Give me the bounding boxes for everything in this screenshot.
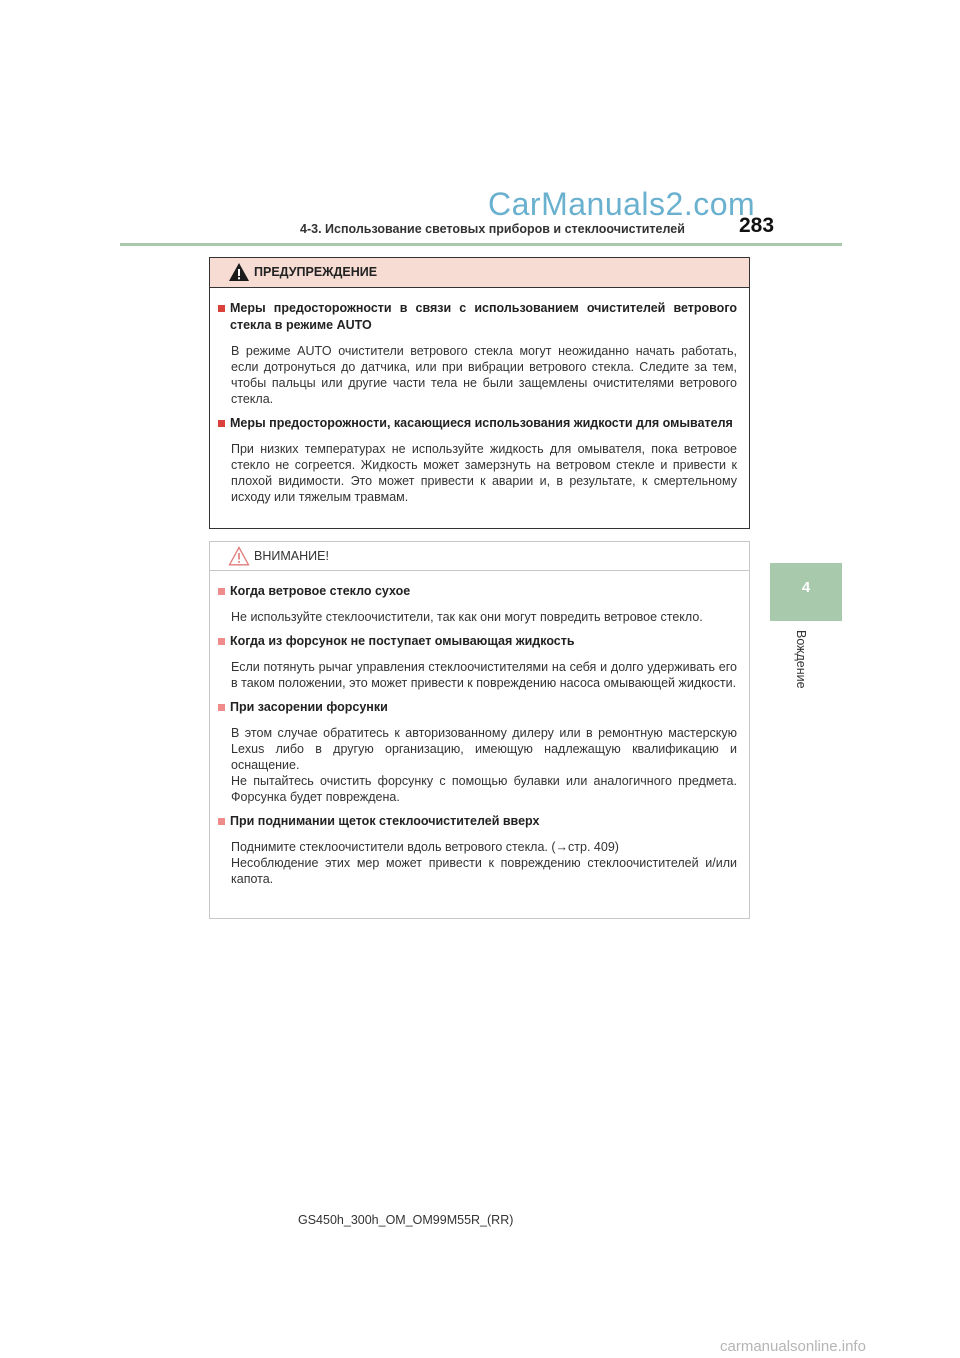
caution-item-title	[218, 699, 737, 716]
caution-item-title	[218, 813, 737, 830]
paragraph: При низких температурах не используйте жидкость для омывателя, пока ветровое стекло не согреется. Жидкость может замерзнуть на ветровом стекле и привести к плохой видимости. Это может привести к аварии и, в результате, к смертельному исходу или тяжелым травмам.	[231, 442, 737, 504]
caution-box	[209, 541, 750, 919]
caution-item-title-text: Когда из форсунок не поступает омывающая жидкость	[230, 634, 575, 648]
caution-heading: ВНИМАНИЕ!	[254, 549, 329, 563]
page-number: 283	[739, 214, 775, 237]
caution-item-body	[231, 725, 737, 805]
warning-heading: ПРЕДУПРЕЖДЕНИЕ	[254, 265, 378, 279]
caution-item-title-text: Когда ветровое стекло сухое	[230, 584, 411, 598]
caution-item-body	[231, 659, 737, 691]
chapter-side-label	[770, 630, 822, 700]
paragraph: Если потянуть рычаг управления стеклоочистителями на себя и долго удерживать его в таком положении, это может привести к повреждению насоса омывающей жидкости.	[231, 660, 737, 690]
paragraph: Не используйте стеклоочистители, так как они могут повредить ветровое стекло.	[231, 610, 703, 624]
paragraph: Поднимите стеклоочистители вдоль ветрового стекла. (→стр. 409)	[231, 840, 619, 854]
caution-item-body	[231, 839, 737, 887]
watermark-bottom[interactable]: carmanualsonline.info	[720, 1338, 866, 1355]
square-bullet-icon	[218, 588, 225, 595]
watermark-top: CarManuals2.com	[488, 186, 756, 222]
chapter-name: Вождение	[794, 630, 808, 689]
warning-item-body	[231, 441, 737, 505]
warning-item-body	[231, 343, 737, 407]
warning-item-title	[218, 415, 737, 432]
caution-header	[210, 542, 749, 571]
caution-item-title-text: При засорении форсунки	[230, 700, 388, 714]
paragraph: Не пытайтесь очистить форсунку с помощью булавки или аналогичного предмета. Форсунка будет повреждена.	[231, 774, 737, 804]
chapter-tab[interactable]: 4	[770, 563, 842, 621]
header-rule	[120, 243, 842, 246]
square-bullet-icon	[218, 305, 225, 312]
footer-document-code: GS450h_300h_OM_OM99M55R_(RR)	[298, 1213, 514, 1227]
caution-item-title	[218, 583, 737, 600]
section-header-title: 4-3. Использование световых приборов и стеклоочистителей	[300, 222, 685, 236]
caution-triangle-icon	[228, 546, 250, 566]
caution-item-body	[231, 609, 737, 625]
square-bullet-icon	[218, 704, 225, 711]
warning-header	[210, 258, 749, 288]
square-bullet-icon	[218, 420, 225, 427]
warning-item-title-text: Меры предосторожности, касающиеся использования жидкости для омывателя	[230, 416, 733, 430]
warning-item-title-text: Меры предосторожности в связи с использованием очистителей ветрового стекла в режиме AUTO	[230, 301, 737, 332]
square-bullet-icon	[218, 818, 225, 825]
warning-box	[209, 257, 750, 529]
paragraph: В режиме AUTO очистители ветрового стекла могут неожиданно начать работать, если дотронуться до датчика, или при вибрации ветрового стекла. Следите за тем, чтобы пальцы или другие части тела не были защемлены очистителями ветрового стекла.	[231, 344, 737, 406]
warning-item-title	[218, 300, 737, 334]
caution-item-title	[218, 633, 737, 650]
paragraph: В этом случае обратитесь к авторизованному дилеру или в ремонтную мастерскую Lexus либо в другую организацию, имеющую надлежащую квалификацию и оснащение.	[231, 726, 737, 772]
warning-triangle-icon	[228, 262, 250, 282]
paragraph: Несоблюдение этих мер может привести к повреждению стеклоочистителей и/или капота.	[231, 856, 737, 886]
square-bullet-icon	[218, 638, 225, 645]
caution-item-title-text: При поднимании щеток стеклоочистителей вверх	[230, 814, 540, 828]
